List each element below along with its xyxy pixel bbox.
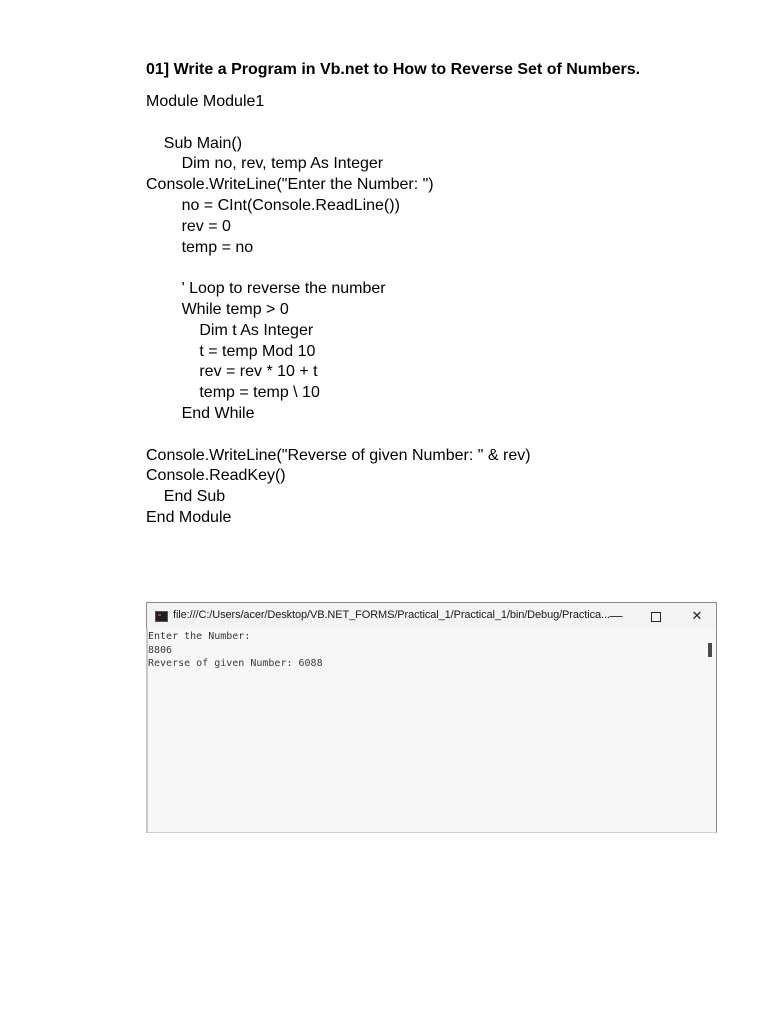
code-line: While temp > 0	[146, 300, 289, 318]
console-title-bar	[147, 603, 716, 629]
maximize-button[interactable]	[641, 606, 671, 626]
code-line: End While	[146, 404, 255, 422]
console-output-line: 8806	[148, 644, 173, 656]
minimize-button[interactable]: —	[609, 608, 623, 623]
console-output	[148, 630, 323, 671]
console-app-icon	[155, 611, 168, 622]
console-window-screenshot	[146, 602, 717, 833]
console-output-area	[147, 629, 716, 832]
maximize-icon	[651, 612, 661, 622]
code-line: temp = temp \ 10	[146, 384, 320, 402]
code-line	[146, 258, 531, 279]
code-line: End Sub	[146, 488, 226, 506]
code-line: Console.WriteLine("Reverse of given Number: " & rev)	[146, 446, 531, 464]
code-line: Dim no, rev, temp As Integer	[146, 155, 384, 173]
code-line: temp = no	[146, 238, 254, 256]
code-line	[146, 425, 531, 446]
code-line: ' Loop to reverse the number	[146, 280, 386, 298]
window-left-edge	[146, 629, 148, 832]
code-line: Console.WriteLine("Enter the Number: ")	[146, 176, 434, 194]
code-line: rev = rev * 10 + t	[146, 363, 318, 381]
code-line: rev = 0	[146, 217, 231, 235]
scrollbar-thumb[interactable]	[708, 643, 712, 657]
console-window-title: file:///C:/Users/acer/Desktop/VB.NET_FORMS/Practical_1/Practical_1/bin/Debug/Practica...	[173, 609, 610, 621]
code-line: t = temp Mod 10	[146, 342, 316, 360]
code-line: Console.ReadKey()	[146, 467, 286, 485]
code-line	[146, 113, 531, 134]
console-output-line: Reverse of given Number: 6088	[148, 658, 323, 669]
code-line: Module Module1	[146, 93, 265, 110]
close-button[interactable]: ✕	[691, 608, 703, 623]
question-heading: 01] Write a Program in Vb.net to How to Reverse Set of Numbers.	[146, 61, 641, 78]
code-line: Dim t As Integer	[146, 321, 314, 339]
code-line: End Module	[146, 508, 232, 526]
code-line: no = CInt(Console.ReadLine())	[146, 196, 400, 214]
code-line: Sub Main()	[146, 134, 243, 152]
console-output-line: Enter the Number:	[148, 631, 251, 642]
code-listing	[146, 92, 531, 529]
